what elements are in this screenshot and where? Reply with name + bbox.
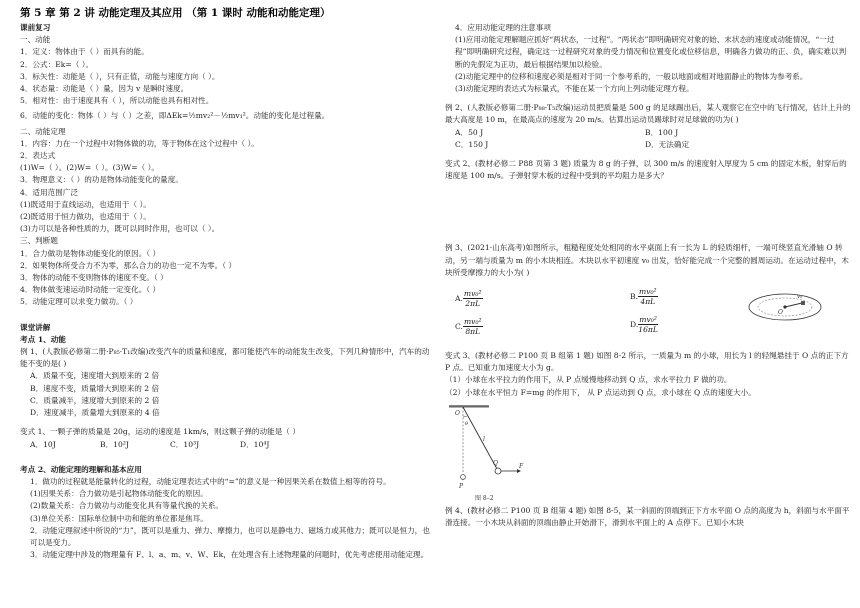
option: B．100 J <box>645 127 679 137</box>
paragraph: 2．动能定理叙述中所说的“力”，既可以是重力、弹力、摩擦力，也可以是静电力、磁场力或其他力；既可以是恒力，也可以是变力。 <box>30 525 430 547</box>
list-item: 2．表达式 <box>20 151 56 161</box>
options-row <box>20 439 432 451</box>
section-heading: 三、判断题 <box>20 236 58 246</box>
list-item: (1)既适用于直线运动，也适用于（ ）。 <box>20 199 151 209</box>
list-item: 4．物体做变速运动时动能一定变化。（ ） <box>20 285 161 295</box>
list-item: (2)既适用于恒力做功，也适用于（ ）。 <box>20 212 151 222</box>
q-label: Q <box>493 459 498 467</box>
turntable-figure <box>745 287 825 327</box>
point-heading: 考点 1、动能 <box>20 334 66 344</box>
review-heading: 课前复习 <box>20 23 51 32</box>
option: D．10⁴J <box>240 439 270 449</box>
option: C．质量减半，速度增大到原来的 2 倍 <box>30 395 160 405</box>
variant-text: 变式 1、一颗子弹的质量是 20g，运动的速度是 1km/s，则这颗子弹的动能是（ ） <box>20 427 300 437</box>
lecture-heading: 课堂讲解 <box>20 322 51 332</box>
pivot-dot <box>783 305 786 308</box>
rod-line <box>785 303 802 307</box>
list-item: 4．状态量：动能是（ ）量，因为 v 是瞬时速度。 <box>20 84 189 94</box>
section-heading: 二、动能定理 <box>20 126 66 136</box>
paragraph: (3)动能定理的表达式为标量式，不能在某一个方向上列动能定理方程。 <box>455 84 694 94</box>
example-text: 例 3、(2021·山东高考)如图所示，粗糙程度处处相同的水平桌面上有一长为 L 的轻质细杆，一端可绕竖直光滑轴 O 转动，另一端与质量为 m 的小木块相连。木块以水平初速度 v₀ 出发，恰好能完成一个完整的圆周运动。在运动过程中，木块所受摩擦力的大小为( ) <box>445 243 849 277</box>
variant-text: 变式 2、(教材必修二 P88 页第 3 题) 质量为 8 g 的子弹，以 300 m/s 的速度射入厚度为 5 cm 的固定木板，射穿后的速度是 100 m/s。子弹射穿木板的过程中受到的平均阻力是多大？ <box>445 159 847 181</box>
option: B．10²J <box>100 439 129 449</box>
list-item: 1．定义：物体由于（ ）而具有的能。 <box>20 47 149 57</box>
paragraph: (1)应用动能定理解题应抓好“两状态，一过程”。“两状态”即明确研究对象的始、末状态的速度或动能情况，“一过程”即明确研究过程，确定这一过程研究对象的受力情况和位置变化或位移信息，明确各力做功的正、负，确实难以判断的先假定为正功，最后根据结果加以检验。 <box>455 35 847 69</box>
option: A．50 J <box>455 127 484 137</box>
list-item: (3)力可以是各种性质的力，既可以同时作用，也可以（ ）。 <box>20 224 220 234</box>
variant-text: 变式 3、(教材必修二 P100 页 B 组第 1 题) 如图 8-2 所示，一质量为 m 的小球，用长为 l 的轻绳悬挂于 O 点的正下方 P 点。已知重力加速度大小为 g。 <box>445 351 849 373</box>
v0-label: v₀ <box>797 294 803 301</box>
angle-arc <box>463 416 467 417</box>
figure-caption: 图 8–2 <box>475 494 494 502</box>
l-label: l <box>483 435 485 443</box>
section-heading: 一、动能 <box>20 35 51 45</box>
fraction: $\frac{\text{mv₀²}}{16\pi L}$ <box>638 315 658 335</box>
list-item: 5．相对性：由于速度具有（ ），所以动能也具有相对性。 <box>20 96 214 106</box>
left-column <box>20 22 432 561</box>
option: C. $\frac{\text{mv₀²}}{8\pi L}$ <box>455 317 482 337</box>
list-item: 3．物理意义：（ ）的功是物体动能变化的量度。 <box>20 175 183 185</box>
o-label: O <box>455 409 460 417</box>
question-item: （2）小球在水平恒力 F=mg 的作用下， 从 P 点运动到 Q 点，求小球在 Q 点的速度大小。 <box>445 387 756 397</box>
paragraph: (3)单位关系：国际单位制中功和能的单位都是焦耳。 <box>30 513 208 523</box>
section-heading: 4．应用动能定理的注意事项 <box>455 23 551 32</box>
list-item: 6．动能的变化：物体（ ）与（ ）之差，即ΔEk=½mv₂²－½mv₁²。动能的变化是过程量。 <box>20 111 330 121</box>
fraction: $\frac{\text{mv₀²}}{4\pi L}$ <box>639 287 657 307</box>
option: A．质量不变，速度增大到原来的 2 倍 <box>30 371 160 381</box>
list-item: (1)W=（ ）。(2)W=（ ）。(3)W=（ ）。 <box>20 163 159 173</box>
list-item: 2．公式：Ek=（ ）。 <box>20 59 94 69</box>
option: D．无法确定 <box>645 139 690 149</box>
fraction: $\frac{\text{mv₀²}}{2\pi L}$ <box>463 289 482 309</box>
option: A. $\frac{\text{mv₀²}}{2\pi L}$ <box>455 289 482 309</box>
list-item: 5．动能定理可以求变力做功。（ ） <box>20 297 138 307</box>
option: D．速度减半，质量增大到原来的 4 倍 <box>30 408 160 418</box>
option: B. $\frac{\text{mv₀²}}{4\pi L}$ <box>630 287 657 307</box>
options-row <box>445 139 853 151</box>
example-text: 例 4、(教材必修二 P100 页 B 组第 4 题) 如图 8-5，某一斜面的顶端到正下方水平面 O 点的高度为 h，斜面与水平面平滑连接。一小木块从斜面的顶端由静止开始滑下，滑到水平面上的 A 点停下。已知小木块 <box>445 505 850 528</box>
page-title: 第 5 章 第 2 讲 动能定理及其应用 （第 1 课时 动能和动能定理） <box>20 7 331 19</box>
theta-label: θ <box>465 420 469 427</box>
paragraph: (2)动能定理中的位移和速度必须是相对于同一个参考系的，一般以地面或相对地面静止的物体为参考系。 <box>455 71 808 81</box>
paragraph: 1．做功的过程就是能量转化的过程，动能定理表达式中的“=”的意义是一种因果关系在数值上相等的符号。 <box>30 476 391 486</box>
paragraph: (2)数量关系：合力做功与动能变化具有等量代换的关系。 <box>30 501 224 511</box>
ball-q <box>495 468 501 474</box>
list-item: 3．物体的动能不变则物体的速度不变。（ ） <box>20 273 168 283</box>
paragraph: 3．动能定理中涉及的物理量有 F、l、a、m、v、W、Ek，在处理含有上述物理量的问题时，优先考虑使用动能定理。 <box>30 550 429 560</box>
f-label: F <box>519 462 524 470</box>
ball-p <box>461 474 466 479</box>
option: A．10J <box>30 439 56 449</box>
example-text: 例 2、(人教版必修第二册·P₈₈·T₅改编)运动员把质量是 500 g 的足球踢出后，某人观察它在空中的飞行情况，估计上升的最大高度是 10 m，在最高点的速度为 20 m/s。估算出运动员踢球时对足球做的功为( ) <box>445 103 851 125</box>
option: C．10³J <box>170 439 200 449</box>
list-item: 3．标矢性：动能是（ ），只有正值，动能与速度方向（ ）。 <box>20 71 220 81</box>
list-item: 4．适用范围广泛 <box>20 187 78 197</box>
pivot-label: O <box>778 309 783 317</box>
ex3-options-block <box>445 279 853 343</box>
p-label: P <box>459 482 464 490</box>
option: C．150 J <box>455 139 489 149</box>
option: B．速度不变，质量增大到原来的 2 倍 <box>30 383 160 393</box>
right-column <box>445 22 853 529</box>
point-heading: 考点 2、动能定理的理解和基本应用 <box>20 464 142 474</box>
list-item: 1．内容：力在一个过程中对物体做的功，等于物体在这个过程中（ ）。 <box>20 138 259 148</box>
paragraph: (1)因果关系：合力做功是引起物体动能变化的原因。 <box>30 489 208 499</box>
fraction: $\frac{\text{mv₀²}}{8\pi L}$ <box>463 317 482 337</box>
list-item: 2．如果物体所受合力不为零，那么合力的功也一定不为零。（ ） <box>20 260 237 270</box>
options-row <box>445 127 853 139</box>
pendulum-figure <box>445 403 555 503</box>
list-item: 1．合力做功是物体动能变化的原因。（ ） <box>20 248 161 258</box>
question-item: （1）小球在水平拉力的作用下，从 P 点缓慢地移动到 Q 点，求水平拉力 F 做的功。 <box>445 375 732 385</box>
string-line <box>463 407 497 469</box>
example-text: 例 1、(人教版必修第二册·P₈₅·T₁改编)改变汽车的质量和速度，都可能使汽车的动能发生改变，下列几种情形中，汽车的动能不变的是( ) <box>20 347 430 369</box>
block-square <box>801 301 805 305</box>
option: D. $\frac{\text{mv₀²}}{16\pi L}$ <box>630 315 658 335</box>
